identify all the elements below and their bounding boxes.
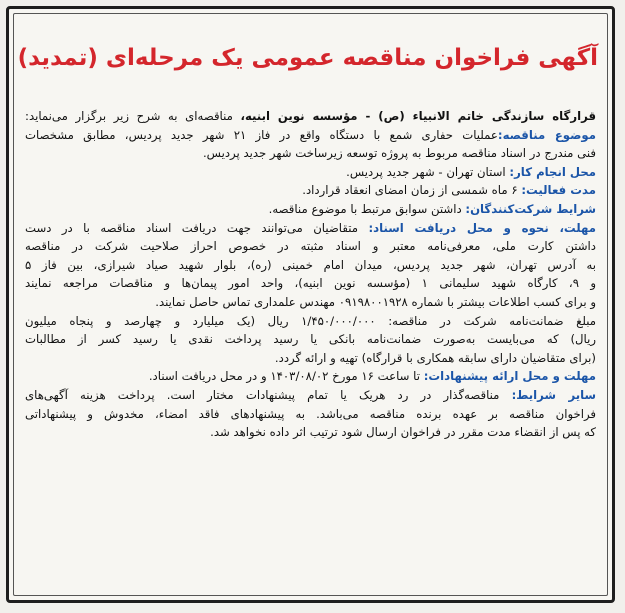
organizer-name: قرارگاه سازندگی خاتم الانبیاء (ص) - مؤسسه نوین ابنیه، <box>240 109 596 123</box>
other-line-3: که پس از انقضاء مدت مقرر در فراخوان ارسال شود ترتیب اثر داده نخواهد شد. <box>210 425 596 440</box>
subject-line-1 <box>25 126 596 145</box>
conditions-label: شرایط شرکت‌کنندگان: <box>465 201 596 216</box>
other-line-1 <box>25 386 596 405</box>
other-text-1: مناقصه‌گذار در رد هریک یا تمام پیشنهادات مختار است. پرداخت هزینه آگهی‌های <box>25 387 512 402</box>
other-line-2: فراخوان مناقصه بر عهده برنده مناقصه می‌باشد. به پیشنهادهای فاقد امضاء، مخدوش و پیشنهاداتی <box>25 406 596 421</box>
intro-text: مناقصه‌ای به شرح زیر برگزار می‌نماید: <box>25 109 241 123</box>
subject-label: موضوع مناقصه: <box>497 127 596 142</box>
location-text: استان تهران - شهر جدید پردیس. <box>346 164 510 179</box>
deadline-label: مهلت و محل ارائه پیشنهادات: <box>423 369 596 384</box>
duration-label: مدت فعالیت: <box>521 183 596 198</box>
docs-line-4: و ۹، کارگاه شهید سلیمانی ۱ (مؤسسه نوین ابنیه)، واحد امور پیمان‌ها و مناقصات مراجعه نمایند <box>25 276 596 291</box>
guarantee-line-3: (برای متقاضیان دارای سابقه همکاری با قرارگاه) تهیه و ارائه گردد. <box>274 350 596 365</box>
duration-line <box>25 181 596 200</box>
docs-line-5: و برای کسب اطلاعات بیشتر با شماره ۰۹۱۹۸۰۰۱۹۲۸ مهندس علمداری تماس حاصل نمایند. <box>155 294 596 309</box>
location-line <box>25 163 596 182</box>
deadline-text: تا ساعت ۱۶ مورخ ۱۴۰۳/۰۸/۰۲ و در محل دریافت اسناد. <box>148 369 424 384</box>
announcement-frame <box>6 6 615 603</box>
docs-line-3: به آدرس تهران، شهر جدید پردیس، میدان امام خمینی (ره)، بلوار شهید صیاد شیرازی، بین فاز ۵ <box>25 257 596 272</box>
duration-text: ۶ ماه شمسی از زمان امضای انعقاد قرارداد. <box>302 183 522 198</box>
announcement-body <box>25 107 596 442</box>
docs-label: مهلت، نحوه و محل دریافت اسناد: <box>368 220 596 235</box>
docs-text-1: متقاضیان می‌توانند جهت دریافت اسناد مناقصه با در دست <box>25 220 369 235</box>
conditions-line <box>25 200 596 219</box>
location-label: محل انجام کار: <box>509 164 596 179</box>
guarantee-line-1: مبلغ ضمانت‌نامه شرکت در مناقصه: ۱/۴۵۰/۰۰۰/۰۰۰ ریال (یک میلیارد و چهارصد و پنجاه میلیون <box>25 313 596 328</box>
docs-line-1 <box>25 219 596 238</box>
subject-text-1: عملیات حفاری شمع با دستگاه واقع در فاز ۲۱ شهر جدید پردیس، مطابق مشخصات <box>25 127 498 142</box>
docs-line-2: داشتن کارت ملی، معرفی‌نامه معتبر و اسناد مثبته در خصوص احراز صلاحیت شرکت در مناقصه <box>25 239 596 254</box>
conditions-text: داشتن سوابق مرتبط با موضوع مناقصه. <box>268 201 466 216</box>
deadline-line <box>25 367 596 386</box>
intro-line <box>25 107 596 126</box>
subject-line-2: فنی مندرج در اسناد مناقصه مربوط به پروژه توسعه زیرساخت شهر جدید پردیس. <box>202 146 596 161</box>
page-title: آگهی فراخوان مناقصه عمومی یک مرحله‌ای (تمدید) <box>17 45 598 71</box>
other-label: سایر شرایط: <box>511 387 596 402</box>
guarantee-line-2: ریال) که می‌بایست به‌صورت ضمانت‌نامه بانکی یا رسید پرداخت نقدی یا رسید کسر از مطالبات <box>25 332 596 347</box>
